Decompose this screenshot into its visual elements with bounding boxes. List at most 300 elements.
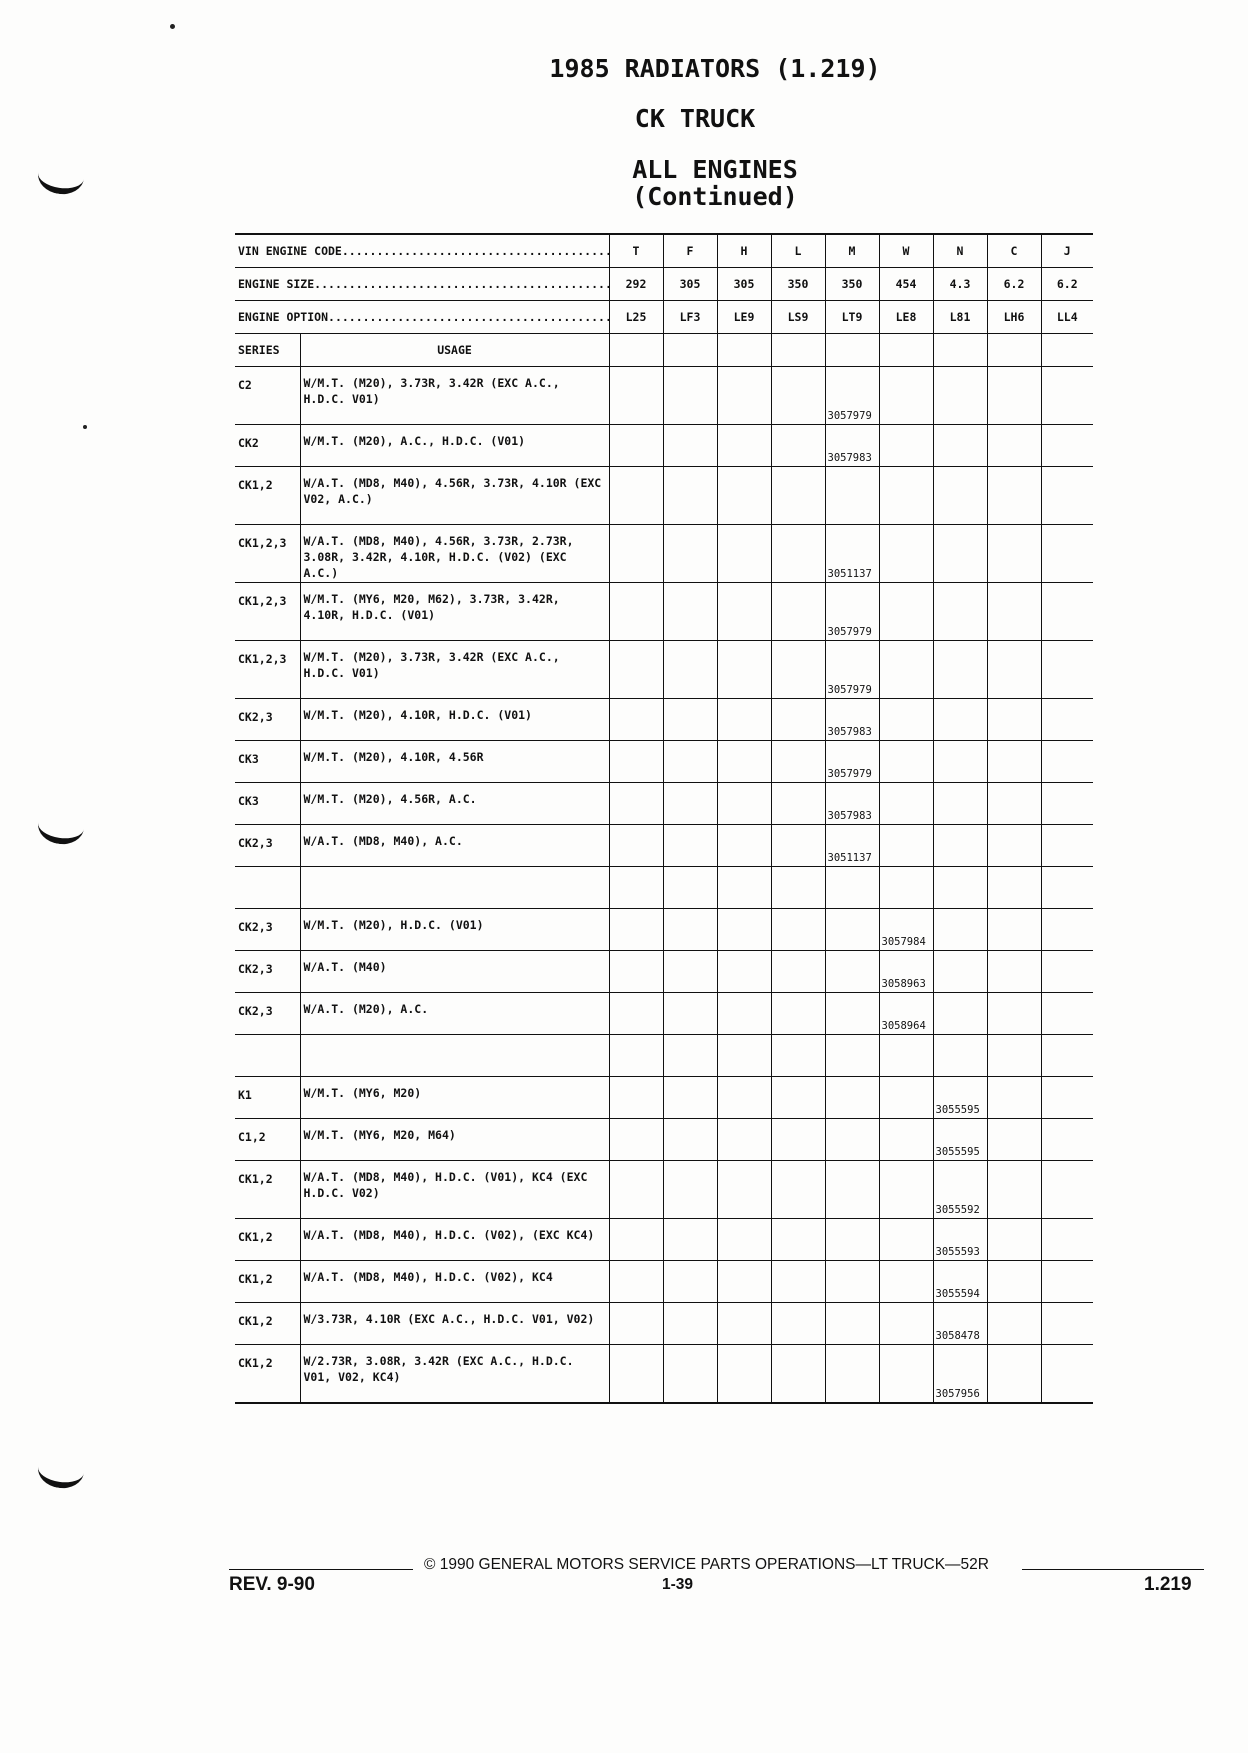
empty-cell	[933, 367, 987, 425]
empty-cell	[771, 641, 825, 699]
usage-cell: W/M.T. (M20), 3.73R, 3.42R (EXC A.C., H.D.C. V01)	[300, 367, 609, 425]
empty-cell	[771, 783, 825, 825]
empty-cell	[717, 1303, 771, 1345]
engine-size-cell: 454	[879, 268, 933, 301]
table-row	[235, 1035, 1093, 1077]
empty-cell	[663, 467, 717, 525]
empty-cell	[663, 1119, 717, 1161]
empty-cell	[663, 825, 717, 867]
series-cell: CK2,3	[235, 825, 300, 867]
empty-cell	[1041, 951, 1093, 993]
usage-cell: W/M.T. (M20), 3.73R, 3.42R (EXC A.C., H.D.C. V01)	[300, 641, 609, 699]
empty-cell	[879, 1035, 933, 1077]
series-cell	[235, 1035, 300, 1077]
empty-cell	[933, 699, 987, 741]
engine-code-cell: H	[717, 234, 771, 268]
empty-cell	[717, 367, 771, 425]
empty-cell	[879, 525, 933, 583]
engine-option-cell: L25	[609, 301, 663, 334]
series-cell: K1	[235, 1077, 300, 1119]
empty-cell	[879, 367, 933, 425]
empty-cell	[825, 1261, 879, 1303]
empty-cell	[825, 1219, 879, 1261]
series-cell: C1,2	[235, 1119, 300, 1161]
part-number-cell: 3055594	[933, 1261, 987, 1303]
engine-size-cell: 6.2	[1041, 268, 1093, 301]
usage-cell: W/2.73R, 3.08R, 3.42R (EXC A.C., H.D.C. V01, V02, KC4)	[300, 1345, 609, 1404]
copyright-text: © 1990 GENERAL MOTORS SERVICE PARTS OPERATIONS—LT TRUCK—52R	[424, 1556, 989, 1573]
speck	[170, 24, 175, 29]
vin-engine-code-row	[235, 234, 1093, 268]
empty-cell	[771, 583, 825, 641]
empty-cell	[933, 783, 987, 825]
engine-code-cell: M	[825, 234, 879, 268]
empty-cell	[717, 1261, 771, 1303]
empty-cell	[609, 1261, 663, 1303]
part-number-cell	[825, 467, 879, 525]
series-cell: CK1,2	[235, 1261, 300, 1303]
empty-cell	[987, 1119, 1041, 1161]
part-number-cell: 3051137	[825, 525, 879, 583]
empty-cell	[825, 993, 879, 1035]
empty-cell	[987, 993, 1041, 1035]
empty-cell	[1041, 1161, 1093, 1219]
empty-cell	[879, 699, 933, 741]
empty-cell	[771, 741, 825, 783]
revision-label: REV. 9-90	[229, 1574, 315, 1595]
empty-cell	[987, 367, 1041, 425]
series-cell: CK2,3	[235, 993, 300, 1035]
empty-cell	[717, 741, 771, 783]
table-row	[235, 367, 1093, 425]
footer-rule-left	[229, 1569, 413, 1570]
empty-cell	[771, 1303, 825, 1345]
empty-cell	[609, 525, 663, 583]
table-row	[235, 583, 1093, 641]
empty-cell	[663, 1077, 717, 1119]
empty-cell	[717, 909, 771, 951]
table-row	[235, 993, 1093, 1035]
series-cell	[235, 867, 300, 909]
table-row	[235, 1303, 1093, 1345]
empty-cell	[987, 1345, 1041, 1404]
engine-size-cell: 305	[663, 268, 717, 301]
part-number-cell: 3058478	[933, 1303, 987, 1345]
empty-cell	[717, 467, 771, 525]
empty-cell	[771, 1161, 825, 1219]
binder-hole	[36, 1449, 87, 1491]
usage-cell: W/M.T. (MY6, M20, M64)	[300, 1119, 609, 1161]
empty-cell	[825, 951, 879, 993]
empty-cell	[609, 583, 663, 641]
empty-cell	[663, 909, 717, 951]
usage-cell: W/A.T. (M20), A.C.	[300, 993, 609, 1035]
empty-cell	[1041, 334, 1093, 367]
empty-cell	[663, 1035, 717, 1077]
part-number-cell: 3057979	[825, 367, 879, 425]
part-number-cell: 3057983	[825, 699, 879, 741]
usage-cell: W/M.T. (MY6, M20)	[300, 1077, 609, 1119]
usage-cell: W/M.T. (M20), A.C., H.D.C. (V01)	[300, 425, 609, 467]
empty-cell	[609, 1119, 663, 1161]
empty-cell	[825, 1035, 879, 1077]
empty-cell	[663, 699, 717, 741]
empty-cell	[609, 1161, 663, 1219]
empty-cell	[825, 867, 879, 909]
series-cell: CK3	[235, 741, 300, 783]
empty-cell	[879, 1345, 933, 1404]
empty-cell	[717, 1035, 771, 1077]
empty-cell	[771, 425, 825, 467]
engine-option-cell: L81	[933, 301, 987, 334]
table-row	[235, 1161, 1093, 1219]
empty-cell	[663, 993, 717, 1035]
engine-code-cell: F	[663, 234, 717, 268]
empty-cell	[1041, 1077, 1093, 1119]
table-row	[235, 741, 1093, 783]
empty-cell	[771, 525, 825, 583]
empty-cell	[717, 1077, 771, 1119]
empty-cell	[987, 525, 1041, 583]
empty-cell	[771, 1345, 825, 1404]
part-number-cell: 3058964	[879, 993, 933, 1035]
empty-cell	[1041, 1119, 1093, 1161]
empty-cell	[879, 1119, 933, 1161]
empty-cell	[609, 699, 663, 741]
empty-cell	[1041, 641, 1093, 699]
empty-cell	[987, 699, 1041, 741]
empty-cell	[879, 1161, 933, 1219]
empty-cell	[933, 741, 987, 783]
usage-cell	[300, 867, 609, 909]
empty-cell	[717, 641, 771, 699]
table-row	[235, 909, 1093, 951]
engine-size-label: ENGINE SIZE .....	[235, 268, 609, 301]
empty-cell	[609, 1219, 663, 1261]
empty-cell	[609, 825, 663, 867]
table-row	[235, 1219, 1093, 1261]
engine-size-cell: 292	[609, 268, 663, 301]
usage-cell: W/M.T. (M20), 4.10R, 4.56R	[300, 741, 609, 783]
empty-cell	[1041, 525, 1093, 583]
part-number-cell: 3055592	[933, 1161, 987, 1219]
empty-cell	[1041, 467, 1093, 525]
table-row	[235, 467, 1093, 525]
engine-size-cell: 4.3	[933, 268, 987, 301]
empty-cell	[717, 525, 771, 583]
usage-cell: W/A.T. (MD8, M40), 4.56R, 3.73R, 2.73R, 3.08R, 3.42R, 4.10R, H.D.C. (V02) (EXC A.C.)	[300, 525, 609, 583]
series-usage-header-row	[235, 334, 1093, 367]
part-number-cell: 3057956	[933, 1345, 987, 1404]
table-row	[235, 783, 1093, 825]
empty-cell	[987, 583, 1041, 641]
page-subtitle: CK TRUCK	[634, 104, 756, 133]
empty-cell	[771, 367, 825, 425]
empty-cell	[1041, 367, 1093, 425]
usage-cell: W/A.T. (MD8, M40), H.D.C. (V02), KC4	[300, 1261, 609, 1303]
empty-cell	[663, 425, 717, 467]
empty-cell	[609, 641, 663, 699]
series-cell: CK1,2	[235, 1303, 300, 1345]
empty-cell	[609, 367, 663, 425]
engine-size-cell: 6.2	[987, 268, 1041, 301]
empty-cell	[1041, 699, 1093, 741]
footer-rule-right	[1022, 1569, 1204, 1570]
empty-cell	[879, 1077, 933, 1119]
empty-cell	[987, 867, 1041, 909]
empty-cell	[879, 741, 933, 783]
empty-cell	[933, 867, 987, 909]
series-cell: CK2	[235, 425, 300, 467]
empty-cell	[1041, 1219, 1093, 1261]
empty-cell	[933, 467, 987, 525]
empty-cell	[771, 867, 825, 909]
empty-cell	[663, 583, 717, 641]
empty-cell	[717, 825, 771, 867]
empty-cell	[879, 641, 933, 699]
continued-line: (Continued)	[632, 182, 798, 211]
empty-cell	[879, 334, 933, 367]
empty-cell	[609, 783, 663, 825]
engine-option-cell: LS9	[771, 301, 825, 334]
part-number-cell: 3055595	[933, 1077, 987, 1119]
empty-cell	[933, 583, 987, 641]
empty-cell	[609, 1077, 663, 1119]
empty-cell	[663, 1303, 717, 1345]
usage-header: USAGE	[300, 334, 609, 367]
engine-size-row	[235, 268, 1093, 301]
empty-cell	[663, 1345, 717, 1404]
empty-cell	[771, 1035, 825, 1077]
series-cell: CK1,2,3	[235, 583, 300, 641]
empty-cell	[663, 1219, 717, 1261]
empty-cell	[987, 1077, 1041, 1119]
empty-cell	[987, 825, 1041, 867]
empty-cell	[663, 1161, 717, 1219]
table-row	[235, 1119, 1093, 1161]
empty-cell	[717, 1119, 771, 1161]
engine-option-cell: LH6	[987, 301, 1041, 334]
empty-cell	[717, 951, 771, 993]
engines-line: ALL ENGINES	[632, 155, 798, 184]
part-number-cell: 3055593	[933, 1219, 987, 1261]
empty-cell	[771, 909, 825, 951]
empty-cell	[879, 1261, 933, 1303]
empty-cell	[717, 1161, 771, 1219]
empty-cell	[825, 1119, 879, 1161]
empty-cell	[987, 741, 1041, 783]
table-row	[235, 1261, 1093, 1303]
empty-cell	[663, 783, 717, 825]
table-row	[235, 1345, 1093, 1404]
page-title: 1985 RADIATORS (1.219)	[549, 54, 881, 83]
engine-size-cell: 350	[825, 268, 879, 301]
empty-cell	[609, 1303, 663, 1345]
empty-cell	[609, 1035, 663, 1077]
empty-cell	[933, 641, 987, 699]
empty-cell	[1041, 1303, 1093, 1345]
radiator-table	[235, 233, 1093, 1404]
empty-cell	[663, 1261, 717, 1303]
series-cell: CK1,2	[235, 1345, 300, 1404]
empty-cell	[609, 425, 663, 467]
part-number-cell: 3058963	[879, 951, 933, 993]
usage-cell: W/A.T. (MD8, M40), H.D.C. (V01), KC4 (EXC H.D.C. V02)	[300, 1161, 609, 1219]
empty-cell	[717, 867, 771, 909]
empty-cell	[1041, 783, 1093, 825]
engine-size-cell: 305	[717, 268, 771, 301]
empty-cell	[609, 993, 663, 1035]
empty-cell	[825, 1345, 879, 1404]
empty-cell	[717, 583, 771, 641]
empty-cell	[1041, 993, 1093, 1035]
empty-cell	[933, 1035, 987, 1077]
empty-cell	[663, 741, 717, 783]
empty-cell	[987, 909, 1041, 951]
empty-cell	[933, 425, 987, 467]
usage-cell: W/A.T. (M40)	[300, 951, 609, 993]
empty-cell	[879, 467, 933, 525]
empty-cell	[717, 699, 771, 741]
empty-cell	[1041, 583, 1093, 641]
empty-cell	[987, 467, 1041, 525]
empty-cell	[987, 425, 1041, 467]
empty-cell	[609, 741, 663, 783]
empty-cell	[987, 1035, 1041, 1077]
empty-cell	[771, 1077, 825, 1119]
engine-code-cell: N	[933, 234, 987, 268]
empty-cell	[933, 993, 987, 1035]
empty-cell	[1041, 741, 1093, 783]
part-number-cell: 3057979	[825, 583, 879, 641]
table-row	[235, 867, 1093, 909]
empty-cell	[771, 467, 825, 525]
empty-cell	[933, 825, 987, 867]
engine-code-cell: W	[879, 234, 933, 268]
series-cell: CK2,3	[235, 951, 300, 993]
usage-cell: W/M.T. (M20), 4.10R, H.D.C. (V01)	[300, 699, 609, 741]
series-cell: C2	[235, 367, 300, 425]
empty-cell	[1041, 425, 1093, 467]
usage-cell: W/3.73R, 4.10R (EXC A.C., H.D.C. V01, V02)	[300, 1303, 609, 1345]
empty-cell	[663, 641, 717, 699]
section-number: 1.219	[1144, 1574, 1192, 1595]
empty-cell	[825, 1161, 879, 1219]
empty-cell	[987, 1219, 1041, 1261]
page-number: 1-39	[662, 1576, 694, 1593]
empty-cell	[1041, 1035, 1093, 1077]
empty-cell	[933, 951, 987, 993]
empty-cell	[987, 1161, 1041, 1219]
empty-cell	[717, 783, 771, 825]
engine-option-row	[235, 301, 1093, 334]
usage-cell: W/M.T. (M20), H.D.C. (V01)	[300, 909, 609, 951]
table-row	[235, 525, 1093, 583]
empty-cell	[1041, 909, 1093, 951]
series-cell: CK1,2	[235, 467, 300, 525]
empty-cell	[987, 334, 1041, 367]
usage-cell: W/M.T. (M20), 4.56R, A.C.	[300, 783, 609, 825]
empty-cell	[987, 1303, 1041, 1345]
empty-cell	[609, 467, 663, 525]
empty-cell	[771, 1261, 825, 1303]
table-row	[235, 641, 1093, 699]
series-cell: CK3	[235, 783, 300, 825]
engine-code-cell: J	[1041, 234, 1093, 268]
empty-cell	[663, 367, 717, 425]
engine-option-label: ENGINE OPTION .....	[235, 301, 609, 334]
series-cell: CK1,2	[235, 1161, 300, 1219]
empty-cell	[879, 425, 933, 467]
empty-cell	[717, 993, 771, 1035]
usage-cell	[300, 1035, 609, 1077]
empty-cell	[609, 867, 663, 909]
empty-cell	[879, 825, 933, 867]
part-number-cell: 3057979	[825, 741, 879, 783]
empty-cell	[825, 1077, 879, 1119]
empty-cell	[717, 425, 771, 467]
part-number-cell: 3051137	[825, 825, 879, 867]
page-subtitle-engines	[560, 156, 870, 210]
series-cell: CK1,2	[235, 1219, 300, 1261]
empty-cell	[771, 825, 825, 867]
engine-option-cell: LE8	[879, 301, 933, 334]
empty-cell	[1041, 867, 1093, 909]
part-number-cell: 3057983	[825, 425, 879, 467]
empty-cell	[609, 909, 663, 951]
empty-cell	[1041, 1345, 1093, 1404]
table-row	[235, 825, 1093, 867]
empty-cell	[609, 951, 663, 993]
empty-cell	[717, 1219, 771, 1261]
part-number-cell: 3055595	[933, 1119, 987, 1161]
empty-cell	[663, 525, 717, 583]
engine-size-cell: 350	[771, 268, 825, 301]
usage-cell: W/A.T. (MD8, M40), 4.56R, 3.73R, 4.10R (EXC V02, A.C.)	[300, 467, 609, 525]
empty-cell	[771, 1219, 825, 1261]
engine-option-cell: LE9	[717, 301, 771, 334]
empty-cell	[663, 867, 717, 909]
series-cell: CK2,3	[235, 909, 300, 951]
empty-cell	[771, 951, 825, 993]
empty-cell	[879, 867, 933, 909]
engine-code-cell: C	[987, 234, 1041, 268]
empty-cell	[987, 1261, 1041, 1303]
empty-cell	[663, 334, 717, 367]
vin-engine-code-label: VIN ENGINE CODE .....	[235, 234, 609, 268]
empty-cell	[987, 641, 1041, 699]
empty-cell	[717, 1345, 771, 1404]
empty-cell	[879, 1303, 933, 1345]
engine-option-cell: LT9	[825, 301, 879, 334]
empty-cell	[609, 334, 663, 367]
binder-hole	[36, 155, 87, 197]
empty-cell	[1041, 1261, 1093, 1303]
binder-hole	[36, 805, 87, 847]
empty-cell	[771, 1119, 825, 1161]
empty-cell	[609, 1345, 663, 1404]
empty-cell	[879, 583, 933, 641]
empty-cell	[717, 334, 771, 367]
empty-cell	[663, 951, 717, 993]
usage-cell: W/A.T. (MD8, M40), A.C.	[300, 825, 609, 867]
empty-cell	[1041, 825, 1093, 867]
usage-cell: W/A.T. (MD8, M40), H.D.C. (V02), (EXC KC4)	[300, 1219, 609, 1261]
table-row	[235, 951, 1093, 993]
series-cell: CK2,3	[235, 699, 300, 741]
engine-option-cell: LL4	[1041, 301, 1093, 334]
engine-code-cell: L	[771, 234, 825, 268]
